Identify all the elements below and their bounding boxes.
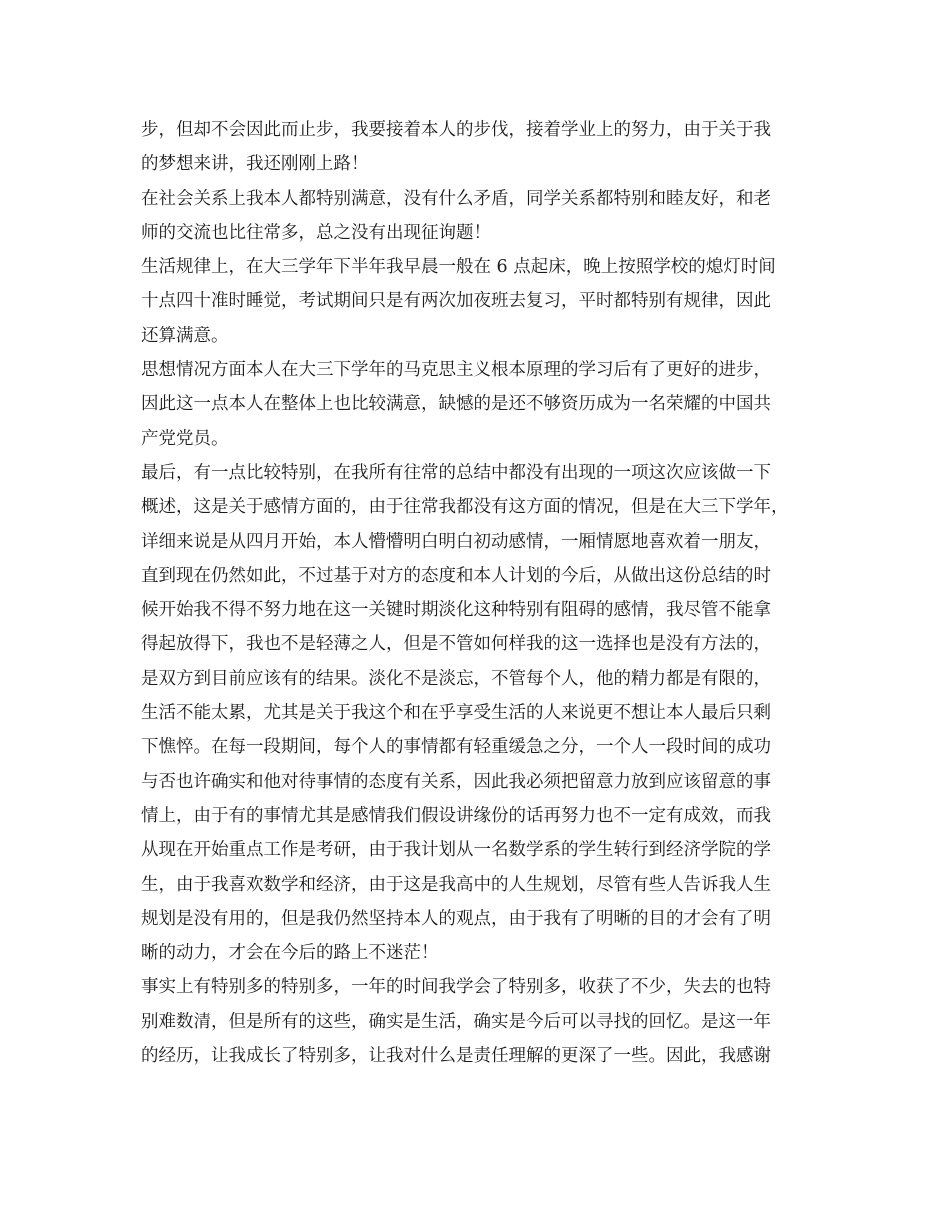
- text-line: 晰的动力，才会在今后的路上不迷茫！: [141, 943, 439, 964]
- text-line: 是双方到目前应该有的结果。淡化不是淡忘，不管每个人，他的精力都是有限的，: [141, 668, 771, 689]
- text-line: 师的交流也比往常多，总之没有出现征询题！: [141, 222, 491, 243]
- text-line: 生活不能太累，尤其是关于我这个和在乎享受生活的人来说更不想让本人最后只剩: [141, 703, 771, 724]
- text-line: 情上，由于有的事情尤其是感情我们假设讲缘份的话再努力也不一定有成效，而我: [141, 805, 771, 826]
- text-line: 十点四十准时睡觉，考试期间只是有两次加夜班去复习，平时都特别有规律，因此: [141, 291, 771, 312]
- text-line: 生活规律上，在大三学年下半年我早晨一般在 6 点起床，晚上按照学校的熄灯时间: [141, 257, 776, 278]
- text-line: 的经历，让我成长了特别多，让我对什么是责任理解的更深了一些。因此，我感谢: [141, 1046, 771, 1067]
- text-line: 最后，有一点比较特别，在我所有往常的总结中都没有出现的一项这次应该做一下: [141, 462, 771, 483]
- text-line: 直到现在仍然如此，不过基于对方的态度和本人计划的今后，从做出这份总结的时: [141, 565, 771, 586]
- text-line: 候开始我不得不努力地在这一关键时期淡化这种特别有阻碍的感情，我尽管不能拿: [141, 600, 771, 621]
- text-line: 在社会关系上我本人都特别满意，没有什么矛盾，同学关系都特别和睦友好，和老: [141, 188, 771, 209]
- text-line: 概述，这是关于感情方面的，由于往常我都没有这方面的情况，但是在大三下学年，: [141, 497, 789, 518]
- document-body: [141, 113, 821, 1073]
- text-line: 详细来说是从四月开始，本人懵懵明白明白初动感情，一厢情愿地喜欢着一朋友，: [141, 531, 771, 552]
- text-line: 从现在开始重点工作是考研，由于我计划从一名数学系的学生转行到经济学院的学: [141, 840, 771, 861]
- text-line: 下憔悴。在每一段期间，每个人的事情都有轻重缓急之分，一个人一段时间的成功: [141, 737, 771, 758]
- text-line: 生，由于我喜欢数学和经济，由于这是我高中的人生规划，尽管有些人告诉我人生: [141, 874, 771, 895]
- text-line: 还算满意。: [141, 325, 229, 346]
- text-line: 因此这一点本人在整体上也比较满意，缺憾的是还不够资历成为一名荣耀的中国共: [141, 394, 771, 415]
- text-line: 步，但却不会因此而止步，我要接着本人的步伐，接着学业上的努力，由于关于我: [141, 120, 771, 140]
- text-line: 产党党员。: [141, 428, 229, 449]
- text-line: 规划是没有用的，但是我仍然坚持本人的观点，由于我有了明晰的目的才会有了明: [141, 908, 771, 929]
- text-line: 的梦想来讲，我还刚刚上路！: [141, 154, 369, 175]
- text-line: 别难数清，但是所有的这些，确实是生活，确实是今后可以寻找的回忆。是这一年: [141, 1011, 771, 1032]
- text-line: 得起放得下，我也不是轻薄之人，但是不管如何样我的这一选择也是没有方法的，: [141, 634, 771, 655]
- text-line: 与否也许确实和他对待事情的态度有关系，因此我必须把留意力放到应该留意的事: [141, 771, 771, 792]
- text-line: 思想情况方面本人在大三下学年的马克思主义根本原理的学习后有了更好的进步，: [141, 360, 771, 381]
- text-line: 事实上有特别多的特别多，一年的时间我学会了特别多，收获了不少，失去的也特: [141, 977, 771, 998]
